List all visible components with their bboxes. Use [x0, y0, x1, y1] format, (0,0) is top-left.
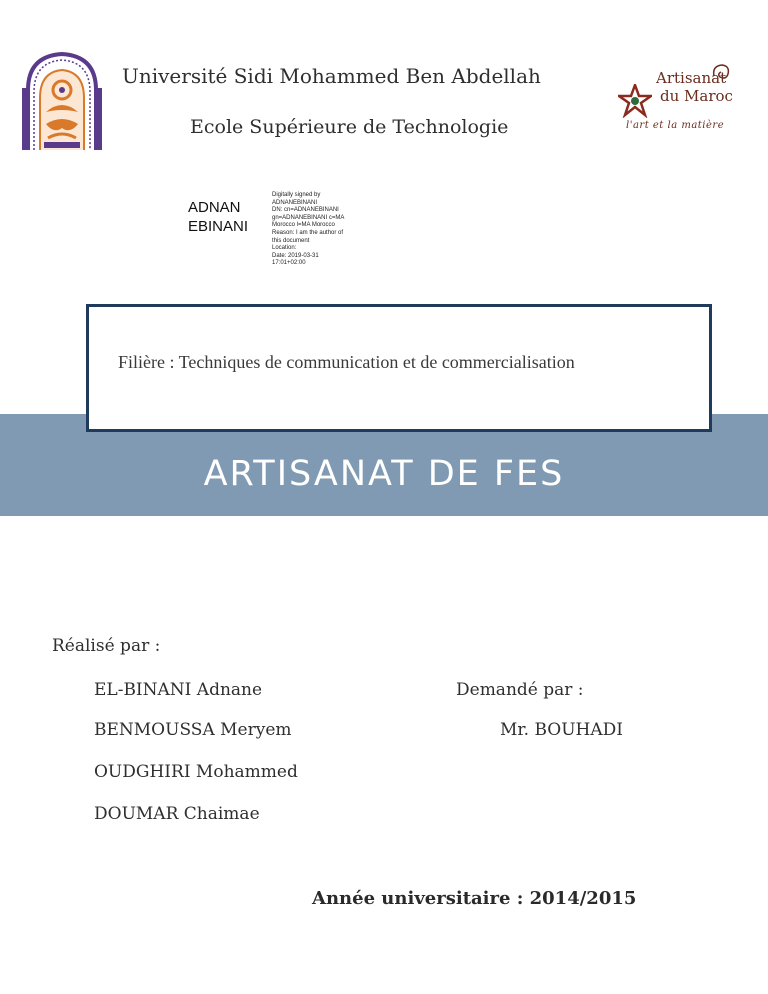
signature-name-line1: ADNAN: [188, 199, 241, 216]
academic-year: Année universitaire : 2014/2015: [312, 888, 637, 909]
document-title: ARTISANAT DE FES: [203, 454, 565, 494]
supervisor-label: Demandé par :: [456, 680, 584, 700]
signature-detail-line: Location:: [272, 245, 297, 252]
authors-label: Réalisé par :: [52, 636, 161, 656]
signature-detail-line: Reason: I am the author of: [272, 229, 344, 236]
signature-name: [188, 198, 248, 236]
author-name: OUDGHIRI Mohammed: [94, 762, 298, 782]
artisanat-du-maroc-logo: [612, 62, 732, 142]
school-name: Ecole Supérieure de Technologie: [190, 116, 509, 138]
artisanat-logo-tagline: l'art et la matière: [626, 120, 725, 131]
university-name: Université Sidi Mohammed Ben Abdellah: [122, 64, 541, 88]
signature-detail-line: Date: 2019-03-31: [272, 252, 319, 259]
artisanat-logo-line1: Artisanat: [656, 69, 727, 87]
signature-name-line2: EBINANI: [188, 218, 249, 235]
signature-detail-line: ADNANEBINANI: [272, 199, 318, 206]
author-name: DOUMAR Chaimae: [94, 804, 260, 824]
author-name: BENMOUSSA Meryem: [94, 720, 292, 740]
signature-detail-line: 17:01+02:00: [272, 260, 306, 267]
signature-detail-line: Digitally signed by: [272, 192, 321, 198]
signature-detail-line: gn=ADNANEBINANI c=MA: [272, 214, 345, 221]
signature-detail-line: Morocco l=MA Morocco: [272, 222, 335, 229]
signature-detail-line: DN: cn=ADNANEBINANI: [272, 207, 339, 214]
artisanat-logo-line2: du Maroc: [660, 87, 733, 105]
signature-detail-line: this document: [272, 237, 310, 244]
author-name: EL-BINANI Adnane: [94, 680, 263, 700]
filiere-text: Filière : Techniques de communication et de commercialisation: [118, 352, 575, 372]
usmba-crest-logo: [22, 50, 102, 152]
signature-details: [272, 192, 352, 268]
supervisor-name: Mr. BOUHADI: [500, 720, 623, 740]
star-icon: [618, 84, 652, 118]
